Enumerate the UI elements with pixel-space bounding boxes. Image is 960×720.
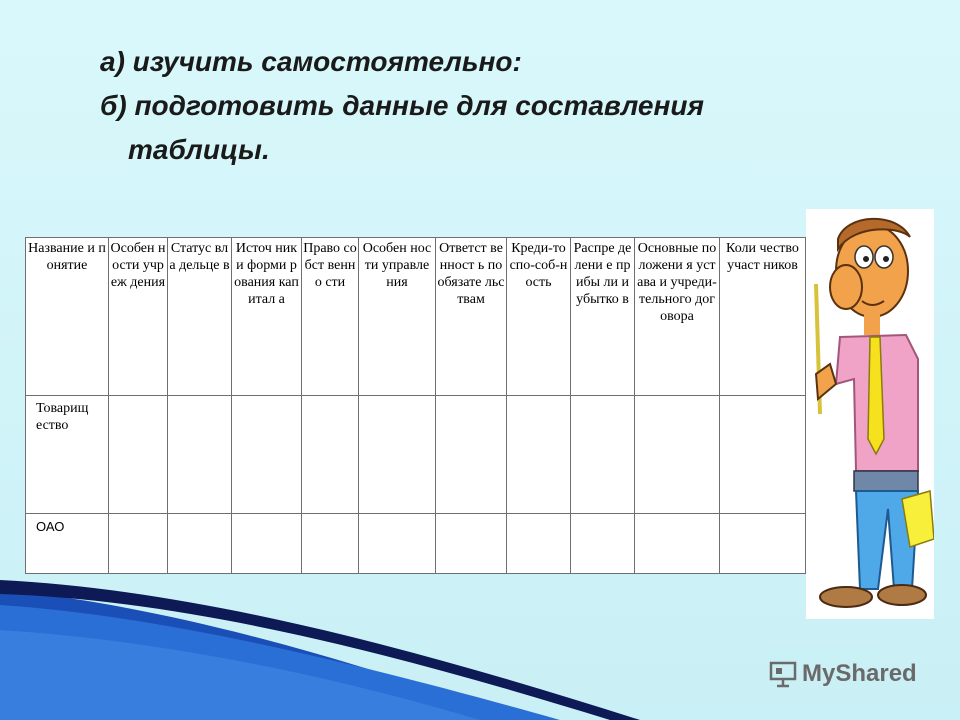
header-cell: Источ ники форми рования капитал а: [232, 238, 302, 396]
table-cell: [168, 396, 232, 514]
table-cell: [571, 396, 635, 514]
heading-line-b2: таблицы.: [128, 134, 270, 165]
table-cell: [232, 396, 302, 514]
table-cell: [232, 514, 302, 574]
header-cell: Особен ности управле ния: [359, 238, 436, 396]
header-cell: Название и понятие: [26, 238, 109, 396]
header-cell: Право собст венно сти: [302, 238, 359, 396]
table-cell: [302, 396, 359, 514]
table-cell: [359, 396, 436, 514]
heading-line-b1: б) подготовить данные для составления: [100, 90, 704, 121]
table-cell: [359, 514, 436, 574]
table-row: [26, 514, 806, 574]
myshared-logo: [768, 656, 917, 692]
comparison-table-container: [25, 237, 805, 573]
table-cell: [571, 514, 635, 574]
table-cell: [635, 396, 720, 514]
heading-line-a: а) изучить самостоятельно:: [100, 46, 522, 77]
row-label: Товарищ ество: [26, 396, 109, 514]
header-cell: Особен ности учреж дения: [109, 238, 168, 396]
teacher-cartoon-illustration: [806, 209, 934, 619]
table-row: [26, 396, 806, 514]
table-cell: [109, 514, 168, 574]
table-cell: [507, 396, 571, 514]
header-cell: Распре делени е прибы ли и убытко в: [571, 238, 635, 396]
header-cell: Креди-тоспо-соб-ность: [507, 238, 571, 396]
row-label: ОАО: [26, 514, 109, 574]
table-cell: [168, 514, 232, 574]
logo-text: MyShared: [802, 660, 917, 687]
slide-heading: [100, 40, 800, 172]
header-cell: Основные положени я устава и учреди-тельного договора: [635, 238, 720, 396]
table-header-row: [26, 238, 806, 396]
table-cell: [436, 396, 507, 514]
table-cell: [635, 514, 720, 574]
header-cell: Статус вла дельце в: [168, 238, 232, 396]
table-cell: [436, 514, 507, 574]
table-cell: [109, 396, 168, 514]
table-cell: [507, 514, 571, 574]
comparison-table: [25, 237, 806, 574]
table-cell: [720, 514, 806, 574]
table-cell: [720, 396, 806, 514]
table-cell: [302, 514, 359, 574]
projector-screen-icon: [768, 659, 798, 689]
header-cell: Ответст венност ь по обязате льствам: [436, 238, 507, 396]
header-cell: Коли чество участ ников: [720, 238, 806, 396]
